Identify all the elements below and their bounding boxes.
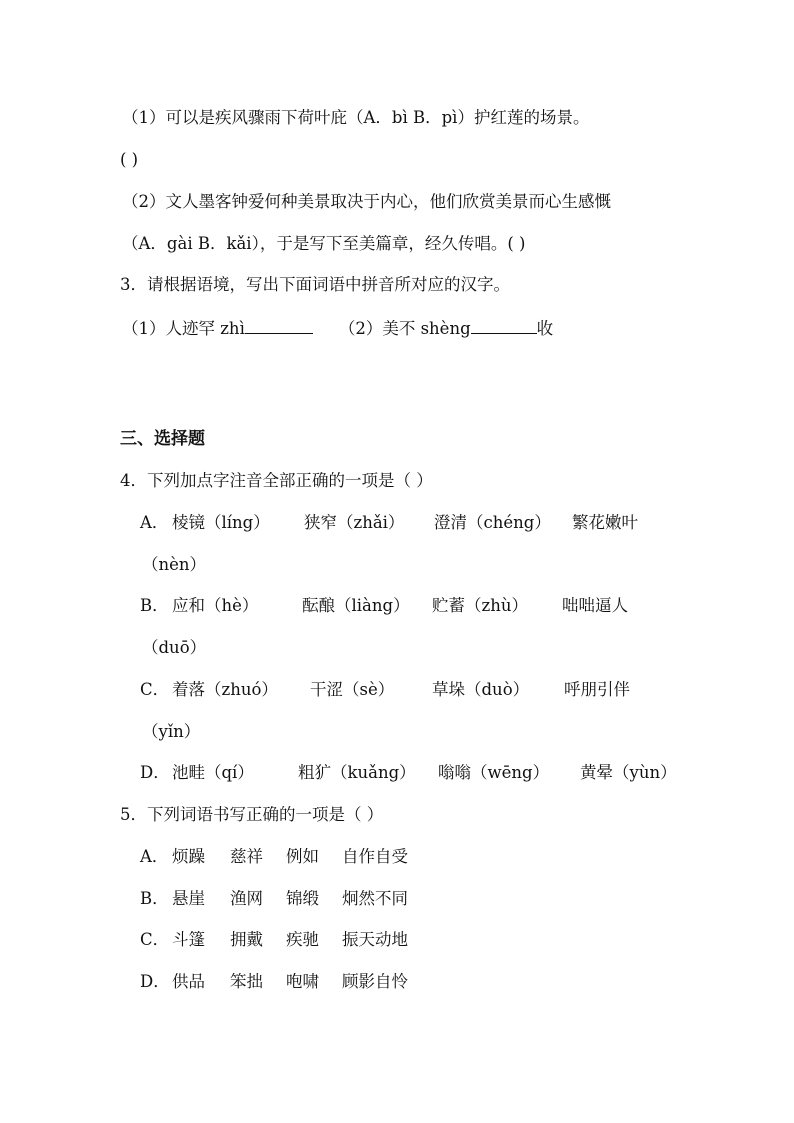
q5-option-a[interactable] bbox=[140, 845, 408, 869]
q5-option-b-word4: 炯然不同 bbox=[342, 889, 408, 908]
q2-part1-text: （1）可以是疾风骤雨下荷叶庇（A．bì B．pì）护红莲的场景。 bbox=[122, 108, 590, 127]
q4-option-a[interactable] bbox=[140, 511, 638, 535]
q4-option-c[interactable] bbox=[140, 678, 630, 702]
q5-option-c-label: C． bbox=[140, 930, 170, 949]
q4-option-d-item4: 黄晕（yùn） bbox=[580, 763, 677, 782]
q5-option-a-word1: 烦躁 bbox=[172, 847, 205, 866]
q4-option-b-item4: 咄咄逼人 bbox=[562, 596, 628, 615]
q3-item2-prefix: （2）美不 shèng bbox=[338, 319, 471, 338]
q4-option-c-item4: 呼朋引伴 bbox=[564, 680, 630, 699]
q4-stem: 4．下列加点字注音全部正确的一项是（ ） bbox=[120, 471, 433, 490]
q4-option-c-item3: 草垛（duò） bbox=[432, 680, 530, 699]
q3-item2-blank[interactable] bbox=[471, 315, 537, 334]
q3-stem: 3．请根据语境，写出下面词语中拼音所对应的汉字。 bbox=[120, 275, 510, 294]
q4-option-b-item1: 应和（hè） bbox=[172, 596, 259, 615]
q4-option-b-label: B． bbox=[140, 596, 169, 615]
q4-option-b-wrap: （duō） bbox=[142, 638, 207, 657]
q4-option-d-item2: 粗犷（kuǎng） bbox=[298, 763, 416, 782]
q4-option-a-item1: 棱镜（líng） bbox=[172, 513, 270, 532]
q4-option-d-label: D． bbox=[140, 763, 170, 782]
q4-option-d[interactable] bbox=[140, 761, 677, 785]
q5-option-c-word2: 拥戴 bbox=[230, 930, 263, 949]
q5-option-c[interactable] bbox=[140, 928, 408, 952]
q5-option-b-word1: 悬崖 bbox=[172, 889, 205, 908]
q5-option-a-word3: 例如 bbox=[286, 847, 319, 866]
q4-option-a-label: A． bbox=[140, 513, 169, 532]
q4-option-c-item1: 着落（zhuó） bbox=[172, 680, 278, 699]
q4-option-c-label: C． bbox=[140, 680, 170, 699]
q2-part2-text-line2: （A．gài B．kǎi），于是写下至美篇章，经久传唱。( ) bbox=[122, 234, 526, 253]
q4-option-c-wrap: （yǐn） bbox=[142, 722, 201, 741]
q3-item2-suffix: 收 bbox=[536, 319, 554, 338]
q5-option-b-word3: 锦缎 bbox=[286, 889, 319, 908]
q5-option-d-word1: 供品 bbox=[172, 972, 205, 991]
q5-option-d-word2: 笨拙 bbox=[230, 972, 263, 991]
q5-option-d-word3: 咆啸 bbox=[286, 972, 319, 991]
q3-item1-prefix: （1）人迹罕 zhì bbox=[122, 319, 245, 338]
q5-option-d-word4: 顾影自怜 bbox=[342, 972, 408, 991]
q3-items bbox=[122, 315, 553, 341]
q5-option-d[interactable] bbox=[140, 970, 408, 994]
q4-option-b-item2: 酝酿（liàng） bbox=[302, 596, 410, 615]
q5-stem: 5．下列词语书写正确的一项是（ ） bbox=[120, 805, 384, 824]
q5-option-c-word4: 振天动地 bbox=[342, 930, 408, 949]
q5-option-a-word2: 慈祥 bbox=[230, 847, 263, 866]
q5-option-c-word1: 斗篷 bbox=[172, 930, 205, 949]
q4-option-a-item2: 狭窄（zhǎi） bbox=[304, 513, 405, 532]
section3-title: 三、选择题 bbox=[120, 429, 205, 449]
q4-option-a-item3: 澄清（chéng） bbox=[434, 513, 551, 532]
q5-option-c-word3: 疾驰 bbox=[286, 930, 319, 949]
q2-part2-text-line1: （2）文人墨客钟爱何种美景取决于内心，他们欣赏美景而心生感慨 bbox=[122, 192, 611, 211]
q5-option-b[interactable] bbox=[140, 887, 408, 911]
q4-option-a-wrap: （nèn） bbox=[142, 555, 207, 574]
q5-option-a-word4: 自作自受 bbox=[342, 847, 408, 866]
q4-option-c-item2: 干涩（sè） bbox=[310, 680, 395, 699]
q4-option-b[interactable] bbox=[140, 594, 628, 618]
q4-option-b-item3: 贮蓄（zhù） bbox=[432, 596, 528, 615]
q5-option-a-label: A． bbox=[140, 847, 169, 866]
q2-part1-answer-paren: ( ) bbox=[120, 150, 139, 169]
q4-option-a-item4: 繁花嫩叶 bbox=[572, 513, 638, 532]
q5-option-d-label: D． bbox=[140, 972, 170, 991]
q3-item1-blank[interactable] bbox=[245, 315, 313, 334]
q4-option-d-item1: 池畦（qí） bbox=[172, 763, 254, 782]
q4-option-d-item3: 嗡嗡（wēng） bbox=[438, 763, 550, 782]
q5-option-b-label: B． bbox=[140, 889, 169, 908]
q5-option-b-word2: 渔网 bbox=[230, 889, 263, 908]
